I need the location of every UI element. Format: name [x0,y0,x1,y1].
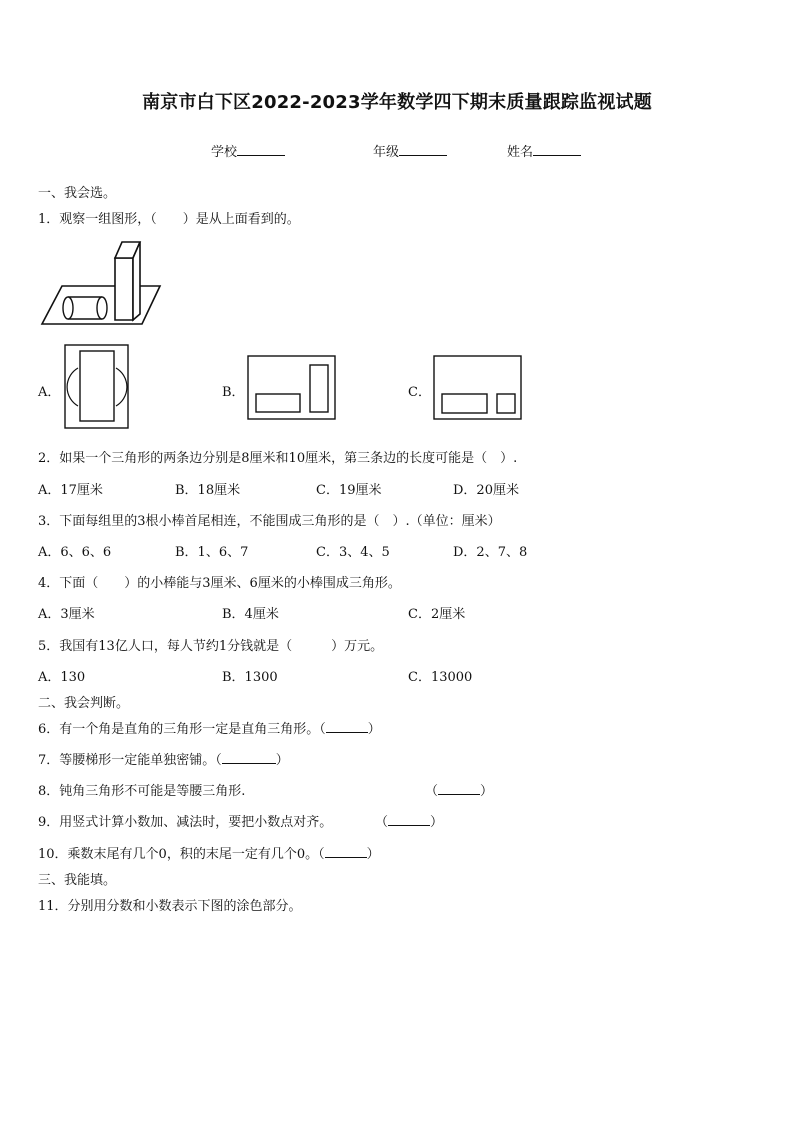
question-10 [38,843,380,862]
question-6 [38,718,381,737]
page-title: 南京市白下区2022-2023学年数学四下期末质量跟踪监视试题 [142,92,652,113]
section-2-heading: 二、我会判断。 [38,696,130,711]
school-label: 学校 [211,145,238,160]
question-2: 2．如果一个三角形的两条边分别是8厘米和10厘米，第三条边的长度可能是（ ）. [38,451,518,466]
grade-field [373,141,447,160]
q8-close: ） [480,784,494,799]
q2-option-a[interactable]: A．17厘米 [38,483,103,498]
section-3-heading: 三、我能填。 [38,873,117,888]
q3-option-d[interactable]: D．2、7、8 [453,545,528,560]
question-3: 3．下面每组里的3根小棒首尾相连，不能围成三角形的是（ ）.（单位：厘米） [38,514,501,529]
question-6-text: 6．有一个角是直角的三角形一定是直角三角形。（ [38,722,326,737]
school-field [211,141,285,160]
grade-label: 年级 [373,145,400,160]
question-5: 5．我国有13亿人口，每人节约1分钱就是（ ）万元。 [38,639,384,654]
q4-option-b[interactable]: B．4厘米 [222,607,279,622]
q9-answer-blank[interactable] [388,825,430,826]
school-blank[interactable] [237,155,285,156]
question-10-close: ） [366,847,380,862]
q2-option-c[interactable]: C．19厘米 [316,483,382,498]
question-8: 8．钝角三角形不可能是等腰三角形. [38,784,246,799]
q10-answer-blank[interactable] [325,857,367,858]
question-7-close: ） [275,753,289,768]
q8-open: （ [425,784,439,799]
q9-close: ） [430,815,444,830]
q2-option-b[interactable]: B．18厘米 [175,483,241,498]
q1-option-c[interactable]: C． [408,385,431,400]
q1-option-c-figure [433,355,523,421]
q1-option-b-figure [247,355,337,421]
q9-open: （ [375,815,389,830]
q8-answer [425,780,493,799]
question-10-text: 10．乘数末尾有几个0，积的末尾一定有几个0。（ [38,847,325,862]
q3-option-b[interactable]: B．1、6、7 [175,545,249,560]
q8-answer-blank[interactable] [438,794,480,795]
q2-option-d[interactable]: D．20厘米 [453,483,519,498]
name-label: 姓名 [507,145,534,160]
q5-option-a[interactable]: A．130 [38,670,86,685]
question-4: 4．下面（ ）的小棒能与3厘米、6厘米的小棒围成三角形。 [38,576,401,591]
q4-option-c[interactable]: C．2厘米 [408,607,466,622]
q9-answer [375,811,443,830]
question-1: 1．观察一组图形，（ ）是从上面看到的。 [38,212,300,227]
q4-option-a[interactable]: A．3厘米 [38,607,95,622]
q3-option-c[interactable]: C．3、4、5 [316,545,390,560]
question-9: 9．用竖式计算小数加、减法时，要把小数点对齐。 [38,815,333,830]
q6-answer-blank[interactable] [326,732,368,733]
q1-solid-figure [38,236,168,331]
question-7-text: 7．等腰梯形一定能单独密铺。（ [38,753,222,768]
question-7 [38,749,289,768]
grade-blank[interactable] [399,155,447,156]
question-11: 11．分别用分数和小数表示下图的涂色部分。 [38,899,302,914]
name-blank[interactable] [533,155,581,156]
q5-option-b[interactable]: B．1300 [222,670,278,685]
q7-answer-blank[interactable] [222,763,276,764]
q1-option-a-figure [64,344,130,430]
q1-option-a[interactable]: A． [38,385,61,400]
question-6-close: ） [367,722,381,737]
q3-option-a[interactable]: A．6、6、6 [38,545,112,560]
section-1-heading: 一、我会选。 [38,186,117,201]
q5-option-c[interactable]: C．13000 [408,670,473,685]
q1-option-b[interactable]: B． [222,385,245,400]
name-field [507,141,581,160]
